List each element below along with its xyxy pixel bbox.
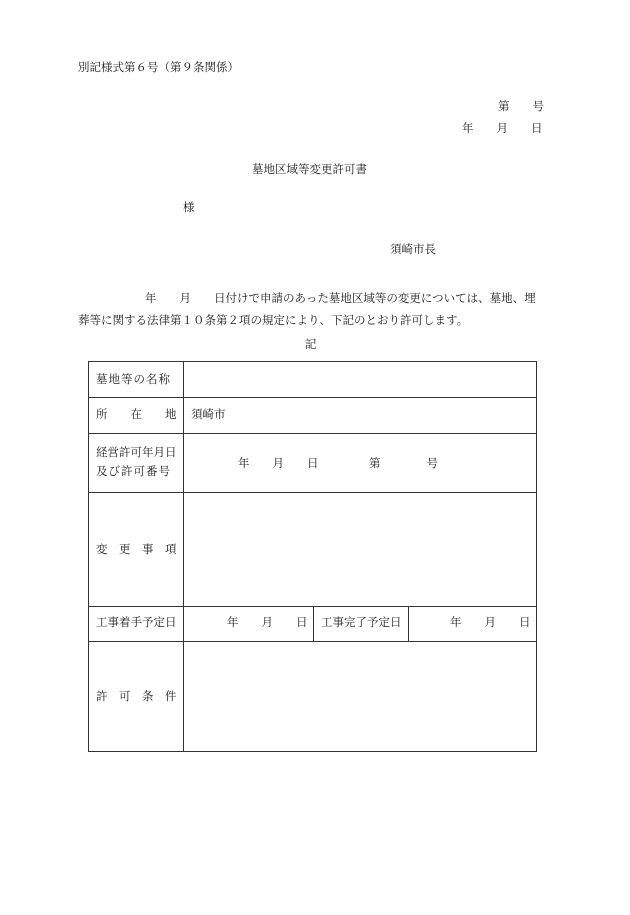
issuer-name: 須崎市長	[390, 242, 436, 256]
table-rule	[89, 433, 536, 434]
table-rule	[89, 492, 536, 493]
label-cemetery-name: 墓地等の名称	[96, 372, 171, 386]
label-start-date: 工事着手予定日	[96, 615, 177, 629]
form-number: 別記様式第６号（第９条関係）	[78, 60, 239, 74]
field-permit-date[interactable]: 年 月 日	[238, 456, 319, 470]
label-permit-date: 経営許可年月日	[96, 445, 177, 459]
table-rule	[408, 606, 409, 641]
body-text-line-1: 年 月 日付けで申請のあった墓地区域等の変更については、墓地、埋	[145, 291, 536, 305]
field-permit-number[interactable]: 第 号	[369, 456, 438, 470]
label-permit-number: 及び許可番号	[96, 464, 171, 478]
ki-heading: 記	[305, 337, 317, 351]
label-location: 所 在 地	[96, 407, 177, 421]
table-rule	[89, 397, 536, 398]
body-text-line-2: 葬等に関する法律第１０条第２項の規定により、下記のとおり許可します。	[78, 313, 469, 327]
table-rule	[89, 641, 536, 642]
field-location[interactable]: 須崎市	[191, 407, 226, 421]
field-end-date[interactable]: 年 月 日	[450, 615, 531, 629]
table-rule	[313, 606, 314, 641]
permit-details-table	[88, 361, 537, 752]
label-conditions: 許 可 条 件	[96, 689, 177, 703]
label-change-items: 変 更 事 項	[96, 542, 177, 556]
document-date: 年 月 日	[462, 121, 543, 135]
addressee-suffix: 様	[183, 200, 195, 214]
label-end-date: 工事完了予定日	[321, 615, 402, 629]
document-title: 墓地区域等変更許可書	[252, 162, 367, 176]
table-rule	[183, 362, 184, 751]
document-number: 第 号	[498, 99, 544, 113]
field-start-date[interactable]: 年 月 日	[227, 615, 308, 629]
